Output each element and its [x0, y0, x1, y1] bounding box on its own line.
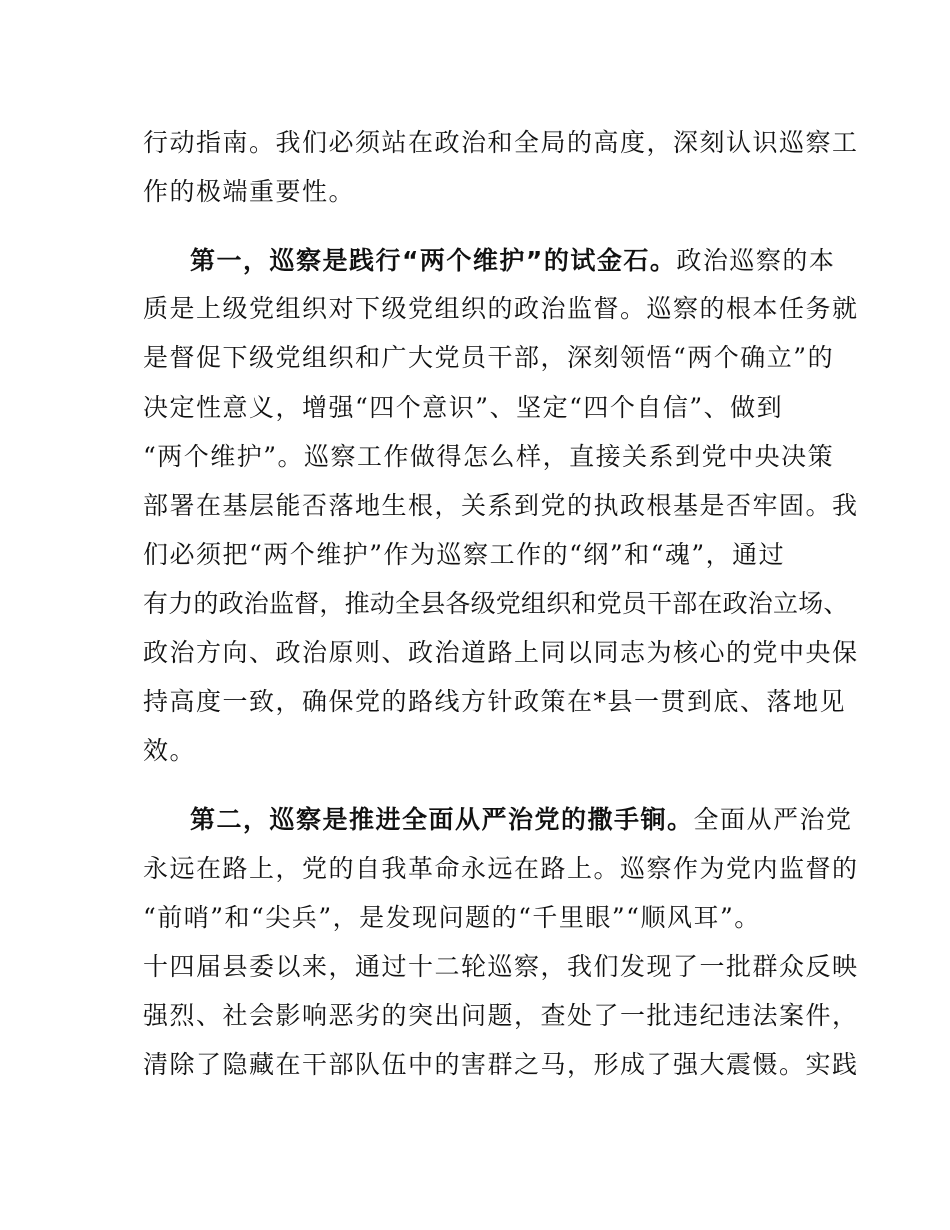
paragraph-line: 部署在基层能否落地生根，关系到党的执政根基是否牢固。我	[143, 491, 859, 520]
paragraph-line: 政治方向、政治原则、政治道路上同以同志为核心的党中央保	[143, 638, 859, 667]
paragraph-line: 清除了隐藏在干部队伍中的害群之马，形成了强大震慑。实践	[143, 1050, 859, 1079]
section-heading: 第一，巡察是践行“两个维护”的试金石。	[190, 246, 677, 275]
paragraph-text: 全面从严治党	[693, 805, 853, 834]
paragraph-line: 是督促下级党组织和广大党员干部，深刻领悟“两个确立”的	[143, 343, 835, 372]
paragraph-first-line	[190, 805, 853, 835]
paragraph-line: 有力的政治监督，推动全县各级党组织和党员干部在政治立场、	[143, 589, 849, 618]
paragraph-line: 强烈、社会影响恶劣的突出问题，查处了一批违纪违法案件，	[143, 1001, 859, 1030]
section-heading: 第二，巡察是推进全面从严治党的撒手锏。	[190, 805, 694, 834]
paragraph-text: 政治巡察的本	[676, 246, 836, 275]
paragraph-line: “两个维护”。巡察工作做得怎么样，直接关系到党中央决策	[143, 442, 835, 471]
paragraph-line: 质是上级党组织对下级党组织的政治监督。巡察的根本任务就	[143, 294, 859, 323]
paragraph-line: 行动指南。我们必须站在政治和全局的高度，深刻认识巡察工	[143, 128, 859, 157]
paragraph-line: 持高度一致，确保党的路线方针政策在*县一贯到底、落地见	[143, 687, 847, 716]
paragraph-line: 十四届县委以来，通过十二轮巡察，我们发现了一批群众反映	[143, 952, 859, 981]
paragraph-first-line	[190, 246, 835, 276]
paragraph-line: 永远在路上，党的自我革命永远在路上。巡察作为党内监督的	[143, 854, 859, 883]
paragraph-line: 效。	[143, 736, 197, 765]
paragraph-line: 决定性意义，增强“四个意识”、坚定“四个自信”、做到	[143, 393, 784, 422]
paragraph-line: “前哨”和“尖兵”，是发现问题的“千里眼”“顺风耳”。	[143, 903, 761, 932]
paragraph-line: 们必须把“两个维护”作为巡察工作的“纲”和“魂”，通过	[143, 540, 786, 569]
paragraph-line: 作的极端重要性。	[143, 177, 356, 206]
